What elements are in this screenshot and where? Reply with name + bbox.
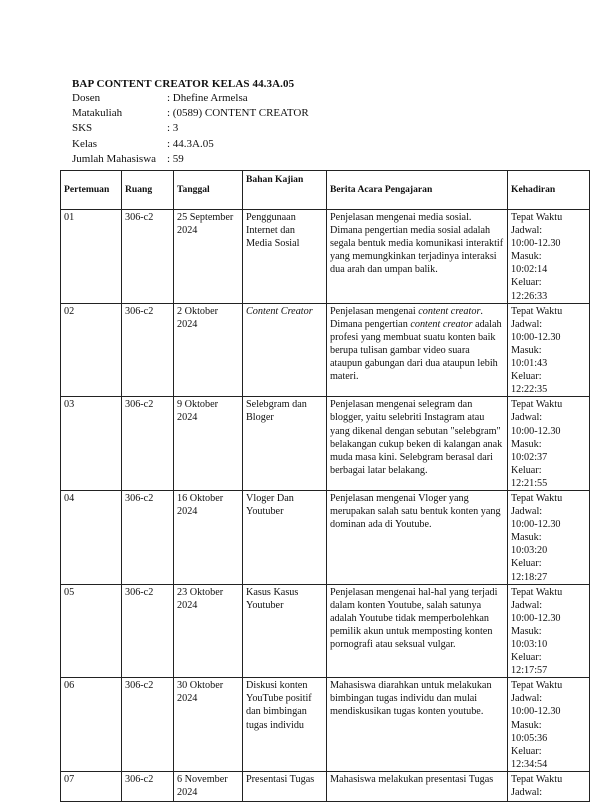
kehadiran-line: Jadwal: (511, 412, 543, 424)
info-value: : Dhefine Armelsa (167, 92, 248, 104)
cell-tanggal: 23 Oktober 2024 (174, 584, 243, 678)
kehadiran-line: 12:26:33 (511, 290, 548, 302)
cell-ruang: 306-c2 (122, 771, 174, 801)
cell-tanggal: 30 Oktober 2024 (174, 678, 243, 772)
kehadiran-line: Jadwal: (511, 693, 543, 705)
cell-ruang: 306-c2 (122, 397, 174, 491)
header-kehadiran: Kehadiran (508, 171, 590, 210)
berita-text: adalah profesi yang membuat suatu konten baik berupa tulisan gambar video suara ataupun gabungan dari dua ataupun lebih materi. (330, 318, 502, 383)
kehadiran-line: Keluar: (511, 652, 542, 664)
kehadiran-line: Keluar: (511, 558, 542, 570)
berita-text: Penjelasan mengenai selegram dan blogger, yaitu selebriti Instagram atau yang dikenal dengan sebutan "selebgram" belakangan cukup beken di kalangan anak muda masa kini. Selebgram berasal dari berbagai latar belakang. (330, 399, 503, 476)
kehadiran-line: 10:00-12.30 (511, 612, 561, 624)
kehadiran-line: Tepat Waktu (511, 773, 563, 785)
kehadiran-line: Tepat Waktu (511, 399, 563, 411)
kehadiran-line: Tepat Waktu (511, 305, 563, 317)
info-row (72, 152, 309, 167)
cell-kehadiran (508, 397, 590, 491)
cell-berita-acara (327, 771, 508, 801)
table-row (61, 397, 590, 491)
cell-bahan-kajian: Vloger Dan Youtuber (243, 490, 327, 584)
cell-kehadiran (508, 303, 590, 397)
kehadiran-line: 10:00-12.30 (511, 706, 561, 718)
kehadiran-line: Masuk: (511, 625, 542, 637)
table-row (61, 678, 590, 772)
berita-text: Penjelasan mengenai hal-hal yang terjadi dalam konten Youtube, salah satunya adalah Youtube tidak memperbolehkan pemilik akun untuk memposting konten pornografi atau seksual vulgar. (330, 586, 498, 650)
kehadiran-line: 12:17:57 (511, 665, 548, 677)
info-value: : 44.3A.05 (167, 137, 214, 150)
kehadiran-line: Masuk: (511, 719, 542, 731)
kehadiran-line: Keluar: (511, 371, 542, 383)
kehadiran-line: 12:34:54 (511, 758, 548, 770)
cell-kehadiran (508, 584, 590, 678)
cell-bahan-kajian: Penggunaan Internet dan Media Sosial (243, 210, 327, 304)
info-row (72, 106, 309, 121)
kehadiran-line: Jadwal: (511, 506, 543, 518)
cell-pertemuan: 01 (61, 210, 122, 304)
cell-bahan-kajian: Kasus Kasus Youtuber (243, 584, 327, 678)
berita-text: Penjelasan mengenai Vloger yang merupakan salah satu bentuk konten yang dominan ada di Youtube. (330, 492, 501, 531)
info-value: : 59 (167, 152, 184, 165)
berita-text: content creator (410, 318, 473, 330)
header-bahan-kajian: Bahan Kajian (243, 171, 327, 210)
info-label: Matakuliah (72, 107, 123, 120)
cell-tanggal: 16 Oktober 2024 (174, 490, 243, 584)
bap-table (60, 170, 590, 802)
table-row (61, 584, 590, 678)
berita-text: Penjelasan mengenai (330, 305, 419, 317)
table-row (61, 303, 590, 397)
cell-pertemuan: 02 (61, 303, 122, 397)
kehadiran-line: 10:05:36 (511, 732, 548, 744)
kehadiran-line: Keluar: (511, 464, 542, 476)
cell-pertemuan: 04 (61, 490, 122, 584)
kehadiran-line: Masuk: (511, 251, 542, 263)
info-label: Jumlah Mahasiswa (72, 152, 157, 165)
header-tanggal: Tanggal (174, 171, 243, 210)
kehadiran-line: Tepat Waktu (511, 680, 563, 692)
kehadiran-line: Jadwal: (511, 787, 543, 799)
cell-ruang: 306-c2 (122, 210, 174, 304)
kehadiran-line: Jadwal: (511, 225, 543, 237)
kehadiran-line: Tepat Waktu (511, 212, 563, 223)
kehadiran-line: Jadwal: (511, 599, 543, 611)
cell-kehadiran (508, 210, 590, 304)
course-info (72, 91, 309, 167)
info-label: SKS (72, 122, 93, 135)
kehadiran-line: 12:21:55 (511, 477, 548, 489)
berita-text: Penjelasan mengenai media sosial. Dimana pengertian media sosial adalah segala bentuk media komunikasi interaktif yang memungkinkan terjadinya interaksi dua arah dan umpan balik. (330, 212, 504, 276)
kehadiran-line: 10:03:20 (511, 545, 548, 557)
document-title: BAP CONTENT CREATOR KELAS 44.3A.05 (72, 78, 295, 90)
kehadiran-line: 10:01:43 (511, 358, 548, 370)
table-row (61, 771, 590, 801)
table-row (61, 210, 590, 304)
cell-pertemuan: 06 (61, 678, 122, 772)
cell-bahan-kajian: Content Creator (243, 303, 327, 397)
info-label: Dosen (72, 92, 101, 104)
cell-ruang: 306-c2 (122, 490, 174, 584)
berita-text: content creator (418, 305, 481, 317)
berita-text: Mahasiswa diarahkan untuk melakukan bimbingan tugas individu dan mulai mendiskusikan tugas konten youtube. (330, 680, 492, 718)
info-value: : 3 (167, 122, 179, 135)
info-row (72, 137, 309, 152)
cell-ruang: 306-c2 (122, 303, 174, 397)
info-value: : (0589) CONTENT CREATOR (167, 107, 309, 120)
cell-ruang: 306-c2 (122, 584, 174, 678)
berita-text: Mahasiswa melakukan presentasi Tugas (330, 773, 494, 785)
header-berita-acara: Berita Acara Pengajaran (327, 171, 508, 210)
cell-berita-acara (327, 303, 508, 397)
kehadiran-line: Tepat Waktu (511, 586, 563, 598)
kehadiran-line: Keluar: (511, 745, 542, 757)
cell-kehadiran (508, 678, 590, 772)
kehadiran-line: 10:03:10 (511, 639, 548, 650)
kehadiran-line: 10:00-12.30 (511, 425, 561, 437)
kehadiran-line: 12:18:27 (511, 571, 548, 583)
kehadiran-line: Keluar: (511, 277, 542, 289)
cell-tanggal: 2 Oktober 2024 (174, 303, 243, 397)
cell-tanggal: 25 September 2024 (174, 210, 243, 304)
cell-tanggal: 9 Oktober 2024 (174, 397, 243, 491)
kehadiran-line: 10:00-12.30 (511, 331, 561, 343)
cell-kehadiran (508, 771, 590, 801)
cell-berita-acara (327, 397, 508, 491)
kehadiran-line: 10:02:37 (511, 451, 548, 463)
cell-berita-acara (327, 210, 508, 304)
header-ruang: Ruang (122, 171, 174, 210)
cell-tanggal: 6 November 2024 (174, 771, 243, 801)
info-row (72, 121, 309, 136)
cell-pertemuan: 07 (61, 771, 122, 801)
cell-bahan-kajian: Diskusi konten YouTube positif dan bimbingan tugas individu (243, 678, 327, 772)
cell-kehadiran (508, 490, 590, 584)
info-label: Kelas (72, 137, 98, 150)
cell-berita-acara (327, 584, 508, 678)
kehadiran-line: 10:02:14 (511, 264, 548, 276)
header-pertemuan: Pertemuan (61, 171, 122, 210)
table-row (61, 490, 590, 584)
cell-bahan-kajian: Presentasi Tugas (243, 771, 327, 801)
kehadiran-line: Masuk: (511, 438, 542, 450)
cell-bahan-kajian: Selebgram dan Bloger (243, 397, 327, 491)
cell-pertemuan: 03 (61, 397, 122, 491)
cell-berita-acara (327, 678, 508, 772)
kehadiran-line: Jadwal: (511, 318, 543, 330)
cell-berita-acara (327, 490, 508, 584)
kehadiran-line: Tepat Waktu (511, 492, 563, 504)
cell-ruang: 306-c2 (122, 678, 174, 772)
kehadiran-line: 10:00-12.30 (511, 519, 561, 531)
kehadiran-line: Masuk: (511, 344, 542, 356)
kehadiran-line: 12:22:35 (511, 384, 548, 396)
info-row (72, 91, 309, 106)
cell-pertemuan: 05 (61, 584, 122, 678)
table-header-row (61, 171, 590, 210)
kehadiran-line: Masuk: (511, 532, 542, 544)
kehadiran-line: 10:00-12.30 (511, 238, 561, 250)
berita-text: . Dimana pengertian (330, 305, 483, 330)
